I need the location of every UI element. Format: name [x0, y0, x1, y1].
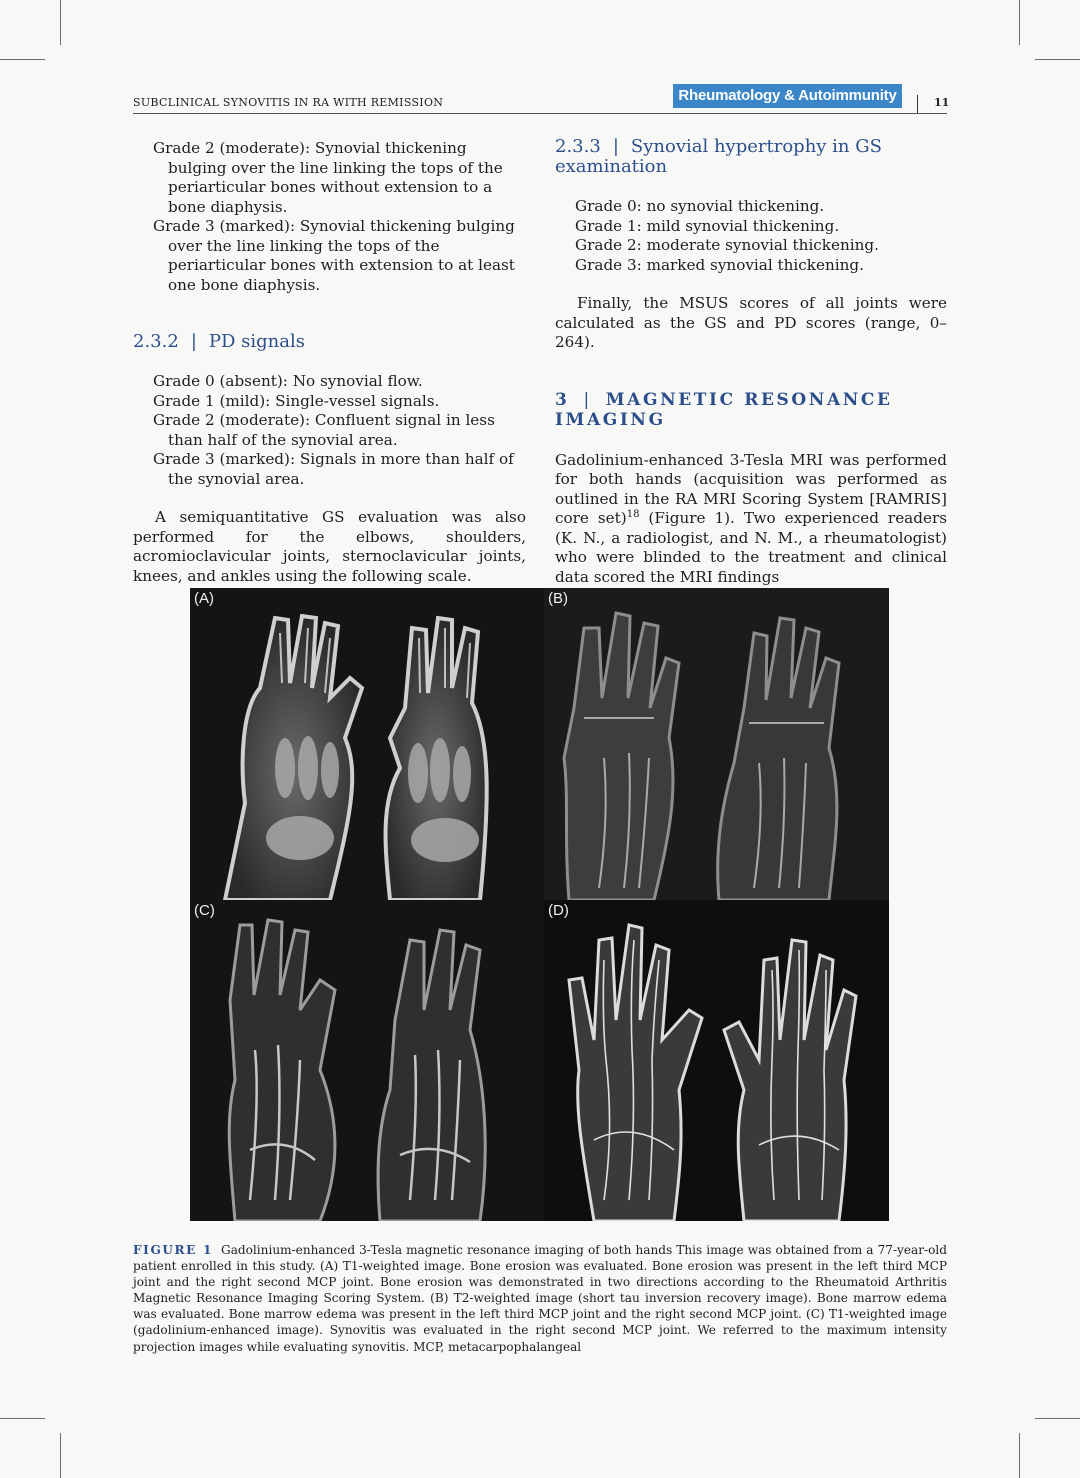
panel-label: (A)	[194, 590, 214, 607]
header-divider	[917, 95, 918, 113]
major-section-heading	[555, 390, 947, 430]
panel-a-image	[190, 588, 544, 900]
citation: 18	[626, 508, 640, 520]
journal-logo: Rheumatology & Autoimmunity	[673, 84, 902, 108]
section-number: 2.3.3	[555, 136, 601, 157]
crop-mark	[1019, 0, 1020, 45]
crop-mark	[0, 1418, 45, 1419]
grade-item: Grade 3: marked synovial thickening.	[575, 255, 864, 274]
section-title-continued: examination	[555, 156, 668, 177]
grade-item: Grade 3 (marked): Signals in more than half of the synovial area.	[153, 450, 514, 488]
grade-item: Grade 2: moderate synovial thickening.	[575, 236, 879, 254]
grade-item: Grade 3 (marked): Synovial thickening bulging over the line linking the tops of the periarticular bones with extension to at least one bone diaphysis.	[153, 217, 515, 294]
grade-item: Grade 2 (moderate): Confluent signal in less than half of the synovial area.	[153, 411, 495, 449]
panel-label: (B)	[548, 590, 568, 607]
panel-c-image	[190, 900, 544, 1221]
section-separator: |	[583, 389, 592, 410]
section-heading	[133, 332, 526, 352]
figure-caption	[133, 1242, 947, 1355]
running-title: SUBCLINICAL SYNOVITIS IN RA WITH REMISSION	[133, 96, 444, 109]
grade-item: Grade 2 (moderate): Synovial thickening bulging over the line linking the tops of the periarticular bones without extension to a bone diaphysis.	[153, 139, 503, 216]
section-heading	[555, 137, 947, 177]
mri-figure	[190, 588, 889, 1221]
section-number: 2.3.2	[133, 331, 179, 352]
section-title: MAGNETIC RESONANCE	[605, 389, 893, 410]
grade-item: Grade 1: mild synovial thickening.	[575, 216, 840, 235]
crop-mark	[60, 0, 61, 45]
panel-d-image	[544, 900, 889, 1221]
body-paragraph: A semiquantitative GS evaluation was also performed for the elbows, shoulders, acromioclavicular joints, sternoclavicular joints, knees, and ankles using the following scale.	[133, 508, 526, 585]
crop-mark	[60, 1433, 61, 1478]
grade-item: Grade 0: no synovial thickening.	[575, 197, 825, 215]
caption-text: Gadolinium-enhanced 3-Tesla magnetic resonance imaging of both hands This image was obtained from a 77-year-old patient enrolled in this study. (A) T1-weighted image. Bone erosion was evaluated. Bone erosion was present in the left third MCP joint and the right second MCP joint. Bone erosion was demonstrated in two directions according to the Rheumatoid Arthritis Magnetic Resonance Imaging Scoring System. (B) T2-weighted image (short tau inversion recovery image). Bone marrow edema was evaluated. Bone marrow edema was present in the left third MCP joint and the right second MCP joint. (C) T1-weighted image (gadolinium-enhanced image). Synovitis was evaluated in the right second MCP joint. We referred to the maximum intensity projection images while evaluating synovitis. MCP, metacarpophalangeal	[133, 1243, 948, 1354]
crop-mark	[1019, 1433, 1020, 1478]
body-paragraph: Finally, the MSUS scores of all joints were calculated as the GS and PD scores (range, 0–264).	[555, 294, 947, 351]
body-paragraph: Gadolinium-enhanced 3-Tesla MRI was performed for both hands (acquisition was performed as outlined in the RA MRI Scoring System [RAMRIS] core set)$^{18}$ (Figure 1). Two experienced readers (K. N., a radiologist, and N. M., a rheumatologist) who were blinded to the treatment and clinical data scored the MRI findings	[555, 450, 947, 586]
right-column	[555, 137, 947, 587]
crop-mark	[0, 59, 45, 60]
page-number: 11	[934, 96, 950, 109]
panel-label: (D)	[548, 902, 569, 919]
header-rule	[133, 113, 947, 114]
grade-item: Grade 1 (mild): Single-vessel signals.	[153, 391, 440, 410]
panel-label: (C)	[194, 902, 215, 919]
section-separator: |	[190, 331, 197, 352]
section-title: Synovial hypertrophy in GS	[630, 136, 882, 157]
panel-b-image	[544, 588, 889, 900]
figure-label: FIGURE 1	[133, 1243, 214, 1257]
crop-mark	[1035, 1418, 1080, 1419]
left-column	[133, 139, 526, 586]
grade-item: Grade 0 (absent): No synovial flow.	[153, 372, 423, 390]
section-separator: |	[612, 136, 619, 157]
section-title-continued: IMAGING	[555, 409, 666, 430]
section-title: PD signals	[208, 331, 305, 352]
section-number: 3	[555, 389, 570, 410]
crop-mark	[1035, 59, 1080, 60]
